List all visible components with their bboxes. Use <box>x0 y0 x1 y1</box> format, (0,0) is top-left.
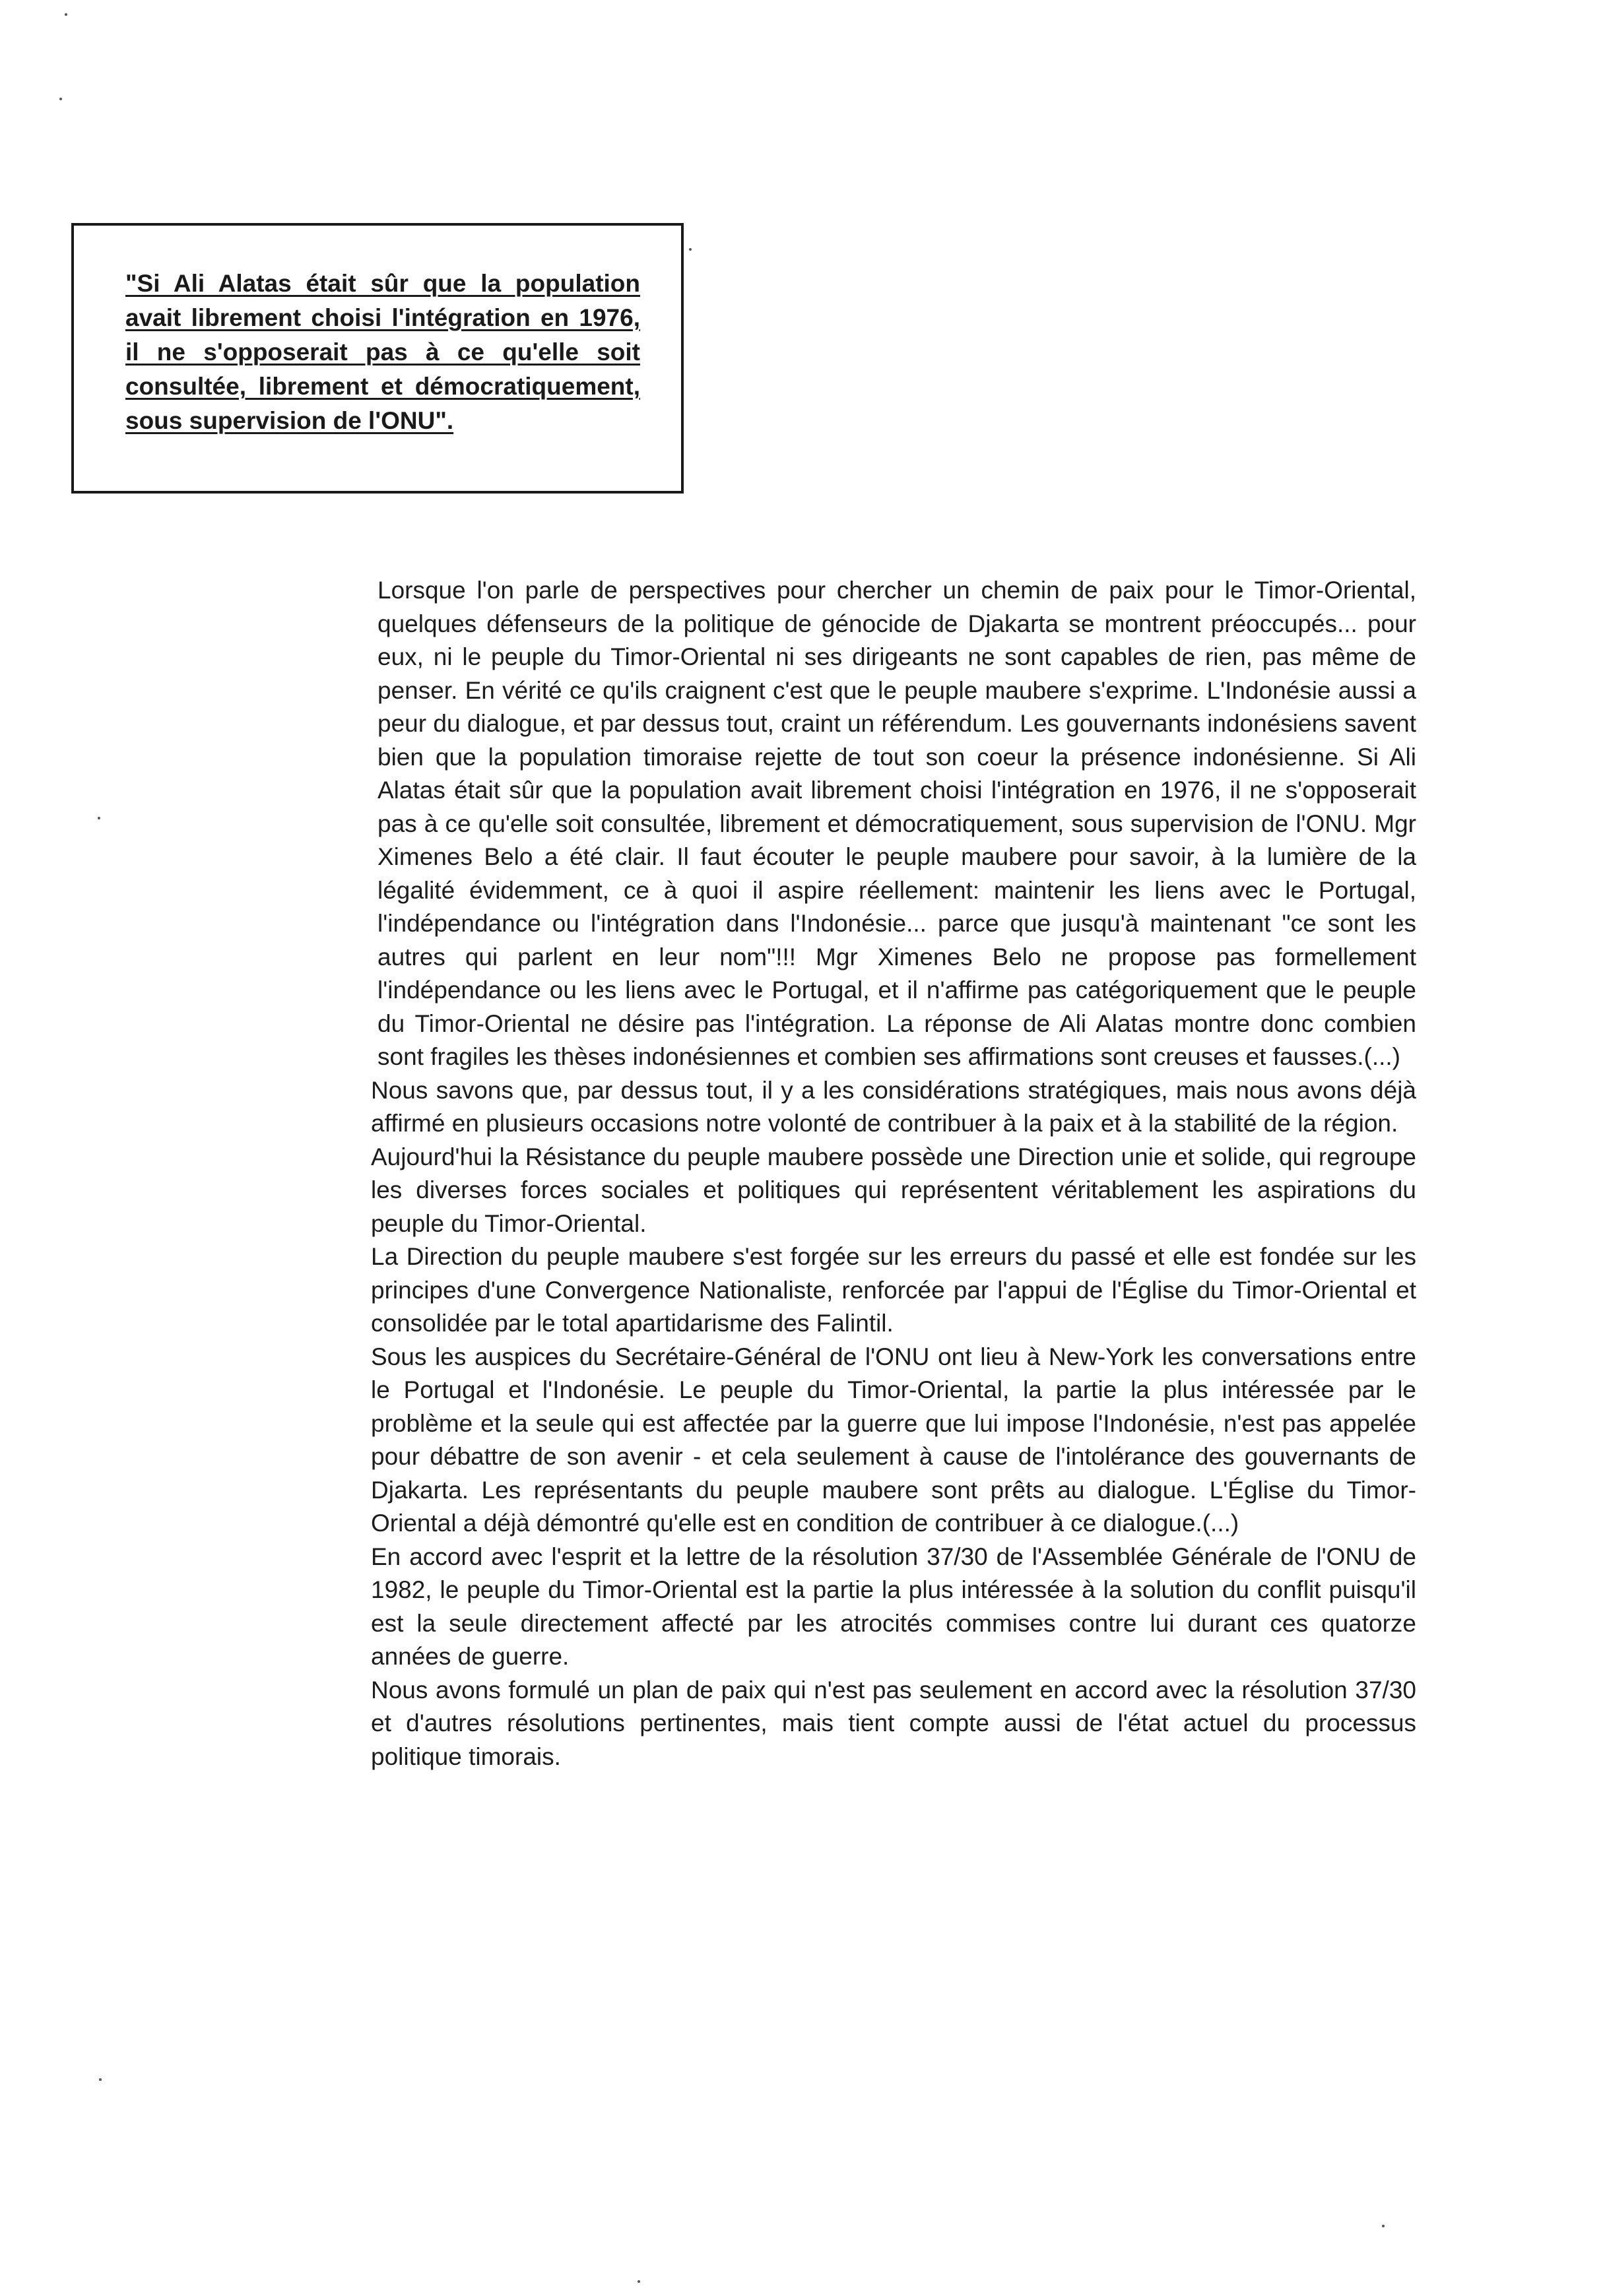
body-paragraph: Lorsque l'on parle de perspectives pour chercher un chemin de paix pour le Timor-Oriental, quelques défenseurs de la politique de génocide de Djakarta se montrent préoccupés... pour eux, ni le peuple du Timor-Oriental ni ses dirigeants ne sont capables de rien, pas même de penser. En vérité ce qu'ils craignent c'est que le peuple maubere s'exprime. L'Indonésie aussi a peur du dialogue, et par dessus tout, craint un référendum. Les gouvernants indonésiens savent bien que la population timoraise rejette de tout son coeur la présence indonésienne. Si Ali Alatas était sûr que la population avait librement choisi l'intégration en 1976, il ne s'opposerait pas à ce qu'elle soit consultée, librement et démocratiquement, sous supervision de l'ONU. Mgr Ximenes Belo a été clair. Il faut écouter le peuple maubere pour savoir, à la lumière de la légalité évidemment, ce à quoi il aspire réellement: maintenir les liens avec le Portugal, l'indépendance ou l'intégration dans l'Indonésie... parce que jusqu'à maintenant "ce sont les autres qui parlent en leur nom"!!! Mgr Ximenes Belo ne propose pas formellement l'indépendance ou les liens avec le Portugal, et il n'affirme pas catégoriquement que le peuple du Timor-Oriental ne désire pas l'intégration. La réponse de Ali Alatas montre donc combien sont fragiles les thèses indonésiennes et combien ses affirmations sont creuses et fausses.(...) <box>377 577 1416 1070</box>
scan-speck <box>1382 2225 1385 2227</box>
body-paragraph: Nous avons formulé un plan de paix qui n'est pas seulement en accord avec la résolution 37/30 et d'autres résolutions pertinentes, mais tient compte aussi de l'état actuel du processus politique timorais. <box>371 1676 1416 1770</box>
scan-speck <box>98 817 100 819</box>
body-paragraph: Sous les auspices du Secrétaire-Général de l'ONU ont lieu à New-York les conversations entre le Portugal et l'Indonésie. Le peuple du Timor-Oriental, la partie la plus intéressée par le problème et la seule qui est affectée par la guerre que lui impose l'Indonésie, n'est pas appelée pour débattre de son avenir - et cela seulement à cause de l'intolérance des gouvernants de Djakarta. Les représentants du peuple maubere sont prêts au dialogue. L'Église du Timor-Oriental a déjà démontré qu'elle est en condition de contribuer à ce dialogue.(...) <box>371 1343 1416 1537</box>
article-body <box>362 574 1416 1773</box>
scan-speck <box>59 98 62 100</box>
body-paragraph: La Direction du peuple maubere s'est forgée sur les erreurs du passé et elle est fondée sur les principes d'une Convergence Nationaliste, renforcée par l'appui de l'Église du Timor-Oriental et consolidée par le total apartidarisme des Falintil. <box>371 1243 1416 1337</box>
body-paragraph: Nous savons que, par dessus tout, il y a les considérations stratégiques, mais nous avons déjà affirmé en plusieurs occasions notre volonté de contribuer à la paix et à la stabilité de la région. <box>371 1076 1416 1137</box>
scan-speck <box>99 2078 102 2081</box>
body-paragraph: En accord avec l'esprit et la lettre de la résolution 37/30 de l'Assemblée Générale de l'ONU de 1982, le peuple du Timor-Oriental est la partie la plus intéressée à la solution du conflit puisqu'il est la seule directement affecté par les atrocités commises contre lui durant ces quatorze années de guerre. <box>371 1543 1416 1670</box>
pull-quote-text: "Si Ali Alatas était sûr que la population avait librement choisi l'intégration en 1976, il ne s'opposerait pas à ce qu'elle soit consultée, librement et démocratiquement, sous supervision de l'ONU". <box>125 270 640 434</box>
scan-speck <box>638 2280 640 2283</box>
scan-speck <box>65 13 67 16</box>
scan-speck <box>689 248 692 251</box>
body-paragraph: Aujourd'hui la Résistance du peuple maubere possède une Direction unie et solide, qui regroupe les diverses forces sociales et politiques qui représentent véritablement les aspirations du peuple du Timor-Oriental. <box>371 1143 1416 1237</box>
pull-quote-box <box>71 223 684 494</box>
